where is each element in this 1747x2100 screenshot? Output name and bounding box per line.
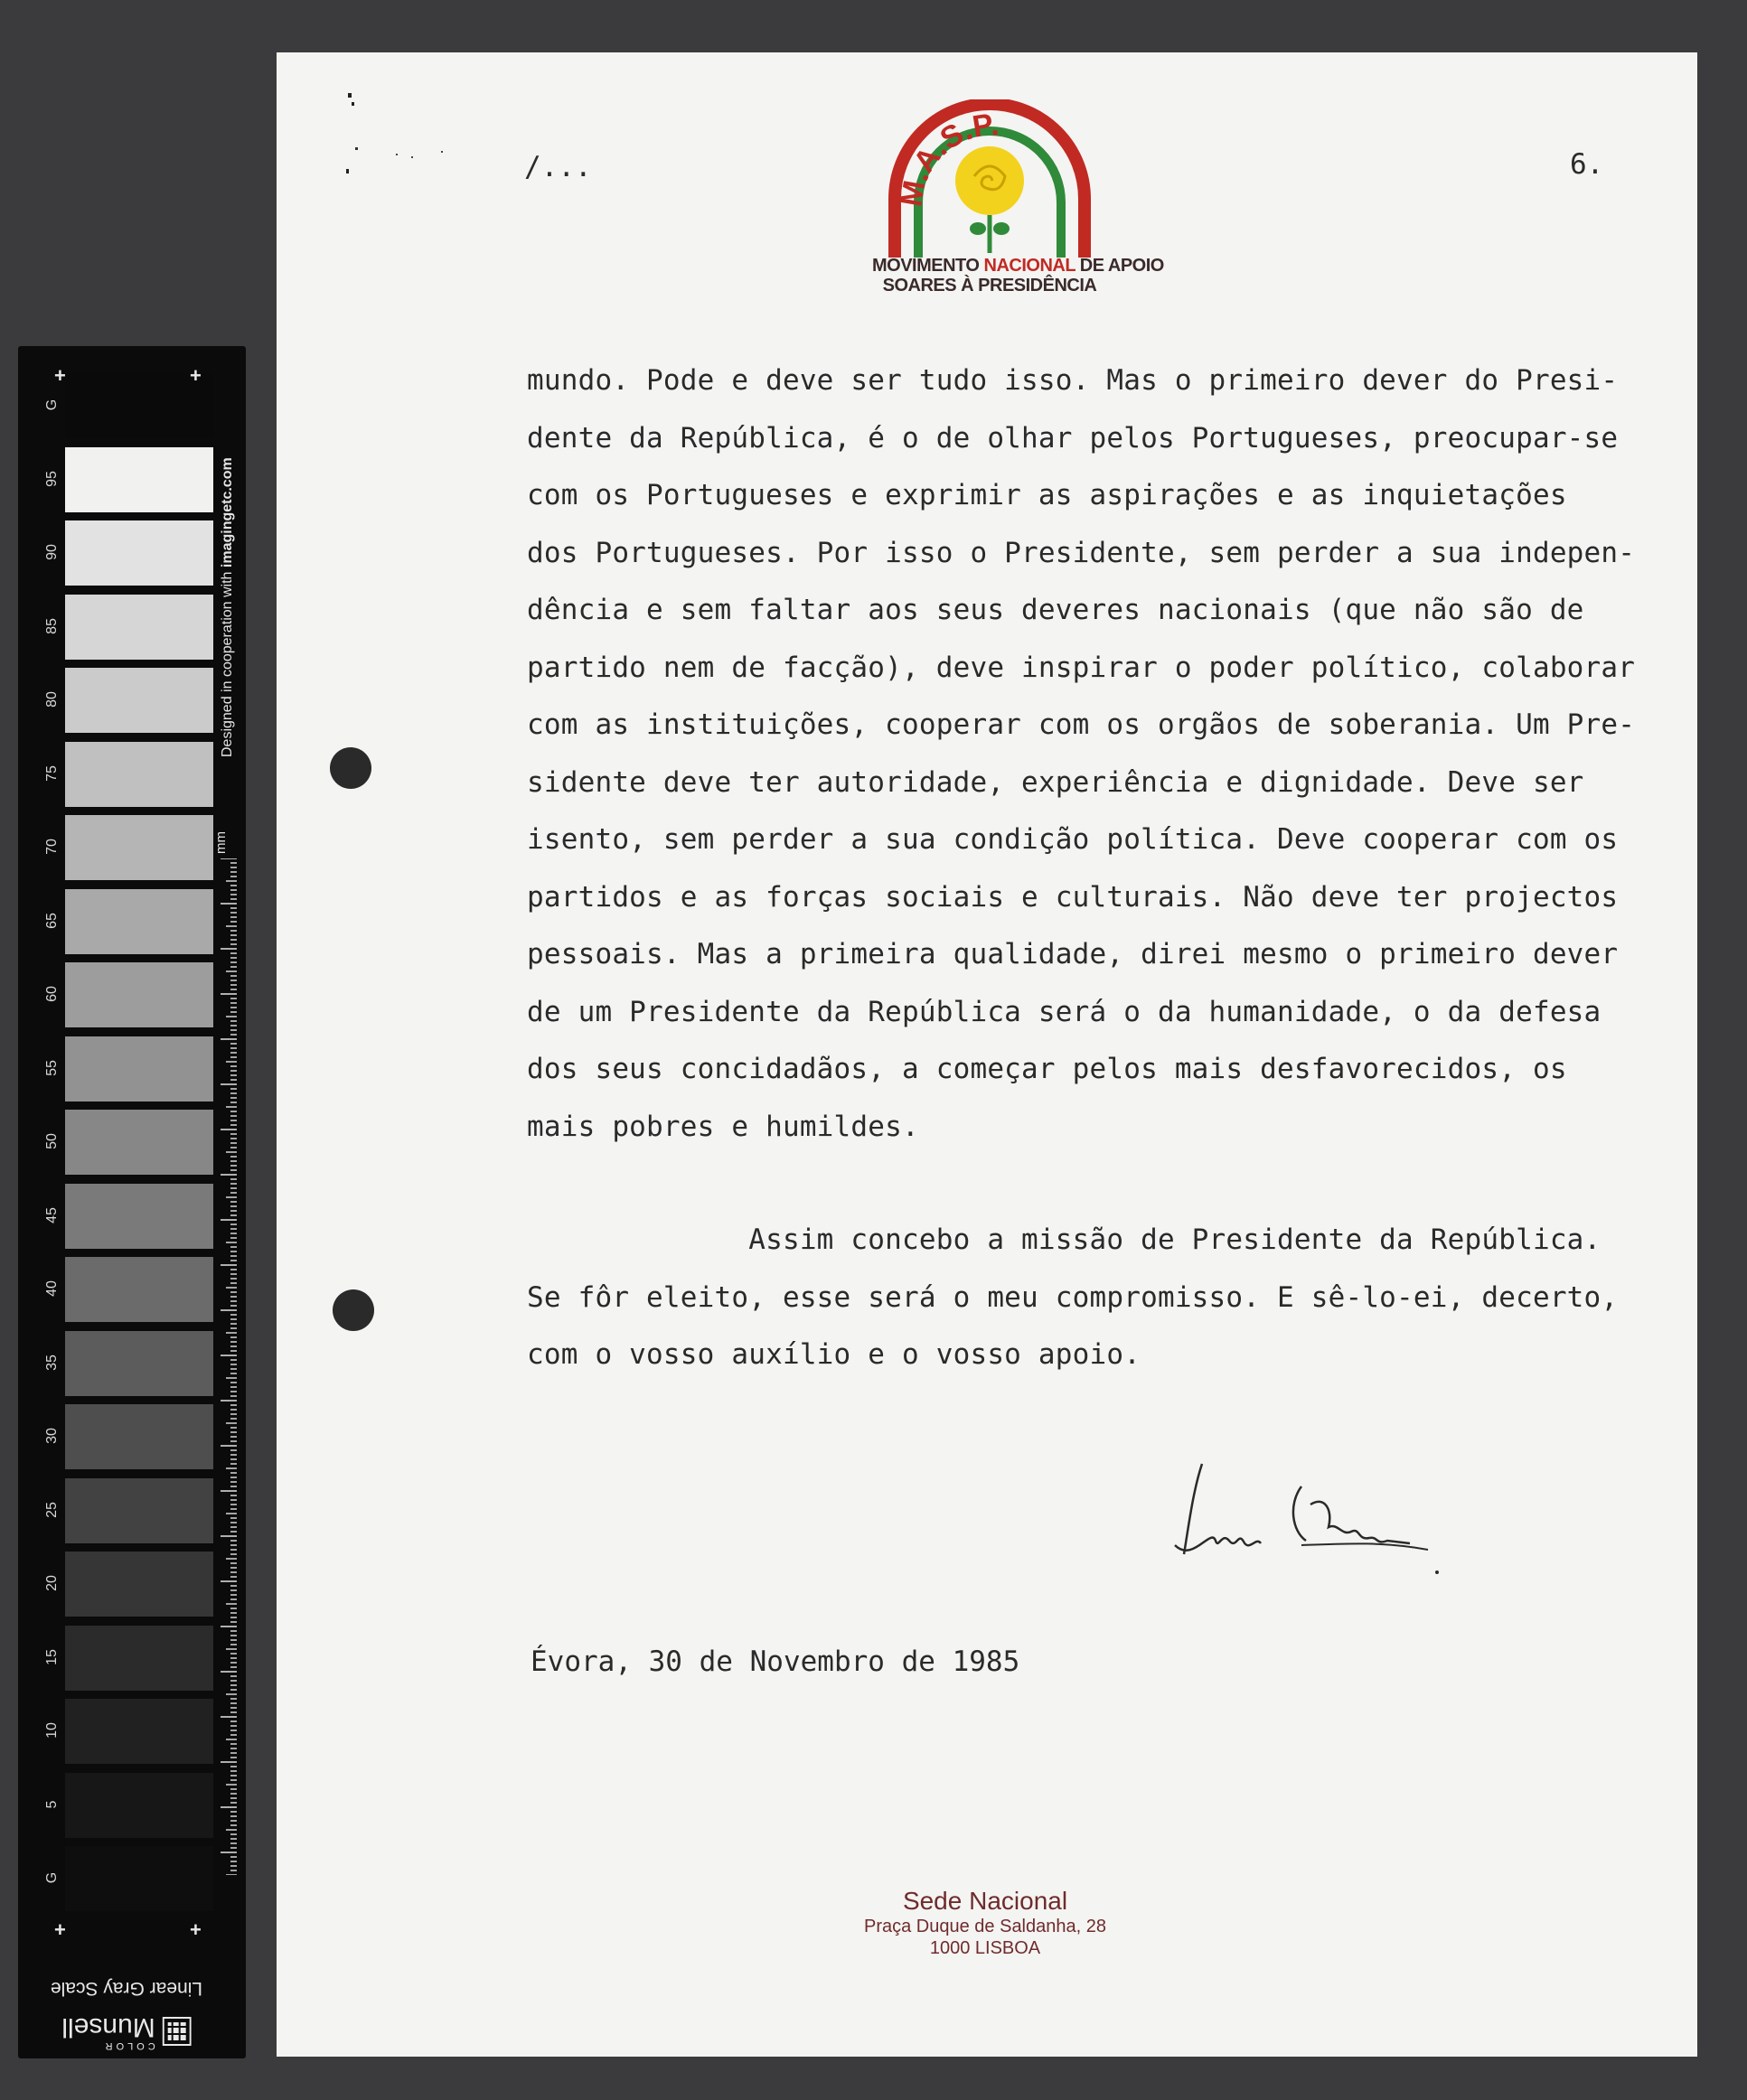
gray-patch-label: 80 xyxy=(44,691,60,708)
gray-patch-label: 95 xyxy=(44,470,60,487)
gray-patch xyxy=(65,595,213,660)
text-line: com o vosso auxílio e o vosso apoio. xyxy=(527,1338,1141,1371)
plus-mark: + xyxy=(54,1918,66,1941)
gray-patch xyxy=(65,1184,213,1249)
text-line: dência e sem faltar aos seus deveres nacionais (que não são de xyxy=(527,594,1584,626)
stray-marks xyxy=(339,86,456,185)
gray-patch-label: 75 xyxy=(44,764,60,782)
punch-hole xyxy=(333,1289,374,1331)
text-line: com as instituições, cooperar com os orgãos de soberania. Um Pre- xyxy=(527,708,1636,741)
text-line: Se fôr eleito, esse será o meu compromisso. E sê-lo-ei, decerto, xyxy=(527,1280,1619,1314)
plus-mark: + xyxy=(190,364,202,387)
gray-patch xyxy=(65,1331,213,1396)
scale-title: Linear Gray Scale xyxy=(50,1978,203,1999)
text-line: dos seus concidadãos, a começar pelos mais desfavorecidos, os xyxy=(527,1053,1567,1085)
text-line: isento, sem perder a sua condição política. Deve cooperar com os xyxy=(527,823,1619,856)
gray-patch-label: 5 xyxy=(44,1800,60,1808)
gray-patch xyxy=(65,1036,213,1102)
gray-patch xyxy=(65,742,213,807)
gray-patch-label: 10 xyxy=(44,1722,60,1739)
mm-ruler xyxy=(201,858,237,1875)
page-number: 6. xyxy=(1570,148,1604,181)
text-line: dente da República, é o de olhar pelos Portugueses, preocupar-se xyxy=(527,421,1619,455)
gray-patch xyxy=(65,668,213,733)
gray-patch-label: 70 xyxy=(44,839,60,855)
gray-patch xyxy=(65,1257,213,1322)
gray-patch-label: 55 xyxy=(44,1059,60,1076)
gray-patch-label: 60 xyxy=(44,986,60,1002)
gray-patch xyxy=(65,1846,213,1911)
text-line: com os Portugueses e exprimir as aspirações e as inquietações xyxy=(527,479,1567,511)
punch-hole xyxy=(330,747,371,789)
gray-patch-label: 40 xyxy=(44,1280,60,1297)
gray-patch-label: 90 xyxy=(44,544,60,560)
text-line: mais pobres e humildes. xyxy=(527,1110,919,1143)
munsell-brand xyxy=(61,2013,191,2050)
gray-patch xyxy=(65,1478,213,1543)
footer-title: Sede Nacional xyxy=(902,1887,1068,1915)
gray-patch xyxy=(65,962,213,1027)
text-line: mundo. Pode e deve ser tudo isso. Mas o primeiro dever do Presi- xyxy=(527,364,1619,397)
gray-patch xyxy=(65,520,213,586)
text-line: Assim concebo a missão de Presidente da República. xyxy=(527,1223,1601,1256)
gray-patch xyxy=(65,447,213,512)
gray-patch xyxy=(65,1404,213,1469)
text-line: partidos e as forças sociais e culturais. Não deve ter projectos xyxy=(527,880,1619,914)
plus-mark: + xyxy=(54,364,66,387)
gray-patch xyxy=(65,1626,213,1691)
munsell-logo-icon xyxy=(163,2018,192,2047)
gray-patch-label: 65 xyxy=(44,912,60,929)
text-line: partido nem de facção), deve inspirar o poder político, colaborar xyxy=(527,651,1636,684)
gray-patch-label: G xyxy=(44,1871,60,1884)
logo-line-1: MOVIMENTO NACIONAL DE APOIO xyxy=(872,256,1164,276)
gray-patch-label: 20 xyxy=(44,1575,60,1591)
ruler-unit: mm xyxy=(213,831,229,854)
gray-patch-label: 30 xyxy=(44,1428,60,1444)
text-line: sidente deve ter autoridade, experiência e dignidade. Deve ser xyxy=(527,765,1584,799)
footer-address: Praça Duque de Saldanha, 28 xyxy=(864,1917,1106,1936)
gray-patch-label: 25 xyxy=(44,1501,60,1518)
munsell-name: Munsell xyxy=(61,2012,155,2042)
gray-patch-label: 85 xyxy=(44,617,60,634)
footer-city: 1000 LISBOA xyxy=(929,1938,1041,1958)
continuation-mark: /... xyxy=(524,151,592,183)
place-and-date: Évora, 30 de Novembro de 1985 xyxy=(531,1645,1020,1678)
logo-line-2: SOARES À PRESIDÊNCIA xyxy=(882,276,1097,295)
text-line: pessoais. Mas a primeira qualidade, direi mesmo o primeiro dever xyxy=(527,938,1619,970)
text-line: dos Portugueses. Por isso o Presidente, sem perder a sua indepen- xyxy=(527,536,1636,569)
gray-patch xyxy=(65,1699,213,1764)
gray-patch-label: 50 xyxy=(44,1133,60,1149)
gray-patch-label: 45 xyxy=(44,1206,60,1223)
logo-acronym: M.A.S.P. xyxy=(894,108,1000,210)
gray-patch xyxy=(65,1773,213,1838)
handwritten-signature xyxy=(1166,1455,1464,1590)
plus-mark: + xyxy=(190,1918,202,1941)
gray-patch-label: 15 xyxy=(44,1648,60,1665)
gray-patch-label: 35 xyxy=(44,1354,60,1371)
munsell-sub: COLOR xyxy=(101,2040,155,2051)
gray-patch xyxy=(65,815,213,880)
gray-patch xyxy=(65,889,213,954)
gray-patch xyxy=(65,1552,213,1617)
gray-patch-label: G xyxy=(44,398,60,411)
gray-patch xyxy=(65,1110,213,1175)
text-line: de um Presidente da República será o da humanidade, o da defesa xyxy=(527,995,1601,1028)
